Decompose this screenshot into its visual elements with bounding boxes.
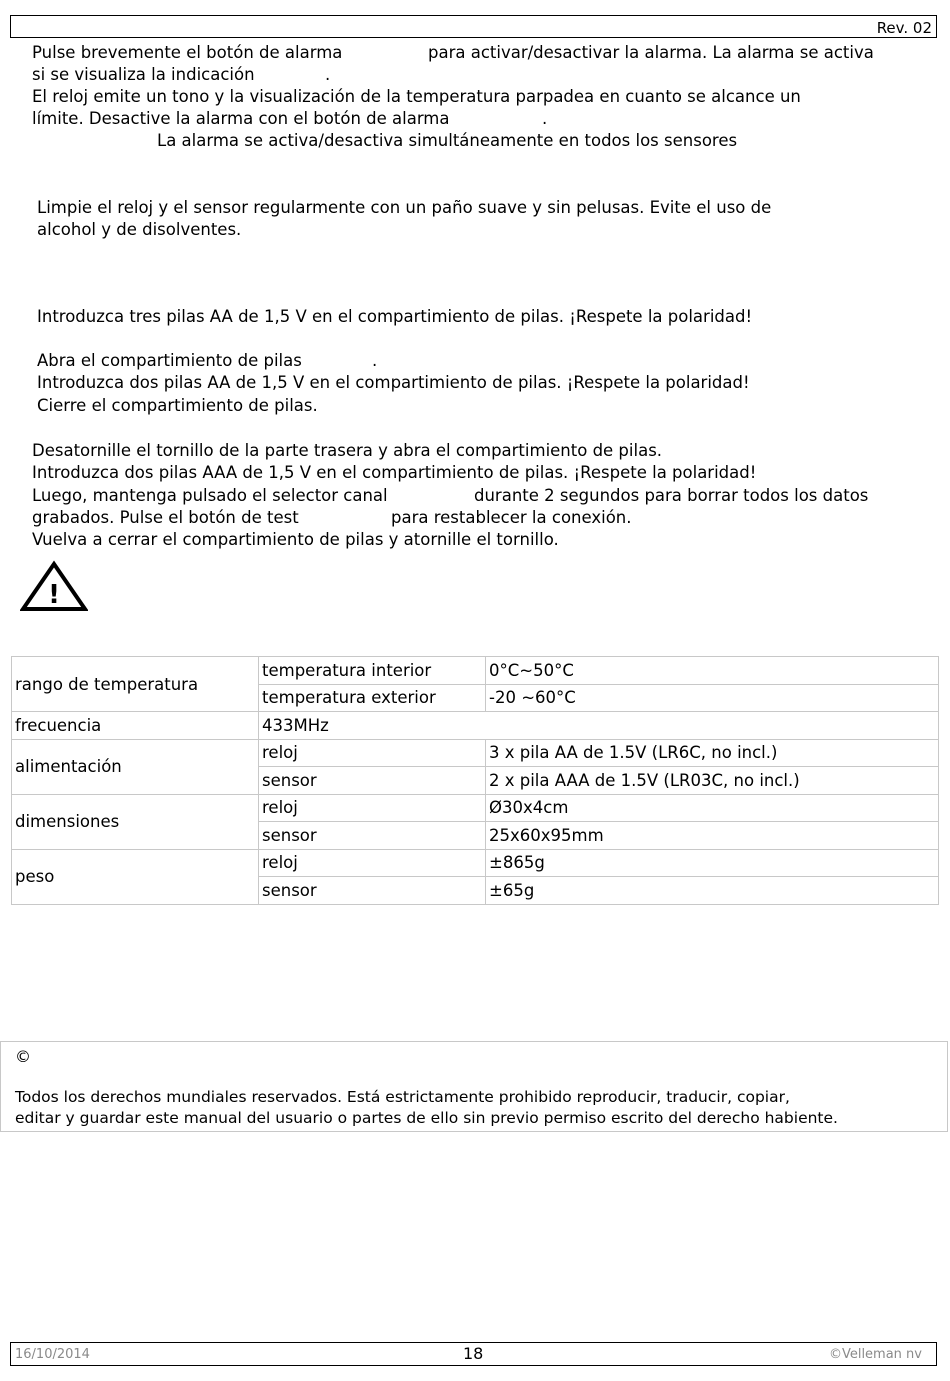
spec-sublabel: reloj (259, 739, 486, 767)
revision-label: Rev. 02 (876, 19, 932, 37)
alarm-line-2a: si se visualiza la indicación (32, 65, 255, 84)
spec-sublabel: temperatura exterior (259, 684, 486, 712)
alarm-line-1a: Pulse brevemente el botón de alarma (32, 43, 343, 62)
sensor-line-3b: durante 2 segundos para borrar todos los datos (474, 486, 869, 505)
battery-close-line: Cierre el compartimiento de pilas. (37, 396, 318, 415)
sensor-line-4b: para restablecer la conexión. (391, 508, 632, 527)
spec-label: alimentación (12, 739, 259, 794)
spec-value: 2 x pila AAA de 1.5V (LR03C, no incl.) (486, 767, 939, 795)
alarm-line-1b: para activar/desactivar la alarma. La alarma se activa (428, 43, 874, 62)
battery-insert-line: Introduzca dos pilas AA de 1,5 V en el compartimiento de pilas. ¡Respete la polaridad! (37, 373, 750, 392)
table-row (12, 712, 939, 740)
sensor-line-2: Introduzca dos pilas AAA de 1,5 V en el compartimiento de pilas. ¡Respete la polaridad! (32, 463, 757, 482)
alarm-line-3: El reloj emite un tono y la visualización de la temperatura parpadea en cuanto se alcance un (32, 87, 801, 106)
spec-value: -20 ~60°C (486, 684, 939, 712)
alarm-line-2b: . (325, 65, 331, 84)
copyright-line-1: Todos los derechos mundiales reservados. Está estrictamente prohibido reproducir, traducir, copiar, (15, 1088, 790, 1106)
spec-sublabel: reloj (259, 794, 486, 822)
spec-value: 433MHz (259, 712, 939, 740)
footer-bar (10, 1342, 937, 1366)
alarm-line-4a: límite. Desactive la alarma con el botón de alarma (32, 109, 450, 128)
spec-value: 3 x pila AA de 1.5V (LR6C, no incl.) (486, 739, 939, 767)
spec-value: 0°C~50°C (486, 657, 939, 685)
spec-sublabel: sensor (259, 877, 486, 905)
table-row (12, 657, 939, 685)
table-row (12, 849, 939, 877)
sensor-line-4a: grabados. Pulse el botón de test (32, 508, 299, 527)
copyright-line-2: editar y guardar este manual del usuario o partes de ello sin previo permiso escrito del derecho habiente. (15, 1109, 838, 1127)
footer-brand: ©Velleman nv (828, 1347, 922, 1362)
cleaning-line-2: alcohol y de disolventes. (37, 220, 242, 239)
cleaning-line-1: Limpie el reloj y el sensor regularmente con un paño suave y sin pelusas. Evite el uso de (37, 198, 772, 217)
spec-sublabel: temperatura interior (259, 657, 486, 685)
spec-value: Ø30x4cm (486, 794, 939, 822)
spec-value: 25x60x95mm (486, 822, 939, 850)
warning-triangle-icon (20, 560, 88, 612)
sensor-line-3a: Luego, mantenga pulsado el selector canal (32, 486, 388, 505)
spec-value: ±65g (486, 877, 939, 905)
copyright-box (0, 1041, 948, 1132)
alarm-line-4b: . (542, 109, 548, 128)
spec-label: frecuencia (12, 712, 259, 740)
table-row (12, 794, 939, 822)
battery-open-line-a: Abra el compartimiento de pilas (37, 351, 302, 370)
warning-glyph: ! (48, 580, 60, 610)
sensor-line-1: Desatornille el tornillo de la parte trasera y abra el compartimiento de pilas. (32, 441, 663, 460)
spec-sublabel: reloj (259, 849, 486, 877)
spec-sublabel: sensor (259, 767, 486, 795)
copyright-symbol: © (15, 1047, 31, 1066)
footer-date: 16/10/2014 (15, 1347, 90, 1362)
spec-label: dimensiones (12, 794, 259, 849)
spec-label: rango de temperatura (12, 657, 259, 712)
alarm-note: La alarma se activa/desactiva simultáneamente en todos los sensores (157, 131, 738, 150)
battery-clock-line: Introduzca tres pilas AA de 1,5 V en el compartimiento de pilas. ¡Respete la polaridad! (37, 307, 753, 326)
spec-label: peso (12, 849, 259, 904)
spec-sublabel: sensor (259, 822, 486, 850)
page-number: 18 (463, 1344, 484, 1363)
table-row (12, 739, 939, 767)
sensor-line-5: Vuelva a cerrar el compartimiento de pilas y atornille el tornillo. (32, 530, 559, 549)
battery-open-line-b: . (372, 351, 378, 370)
header-bar (10, 15, 937, 38)
specifications-table (11, 656, 939, 905)
spec-value: ±865g (486, 849, 939, 877)
